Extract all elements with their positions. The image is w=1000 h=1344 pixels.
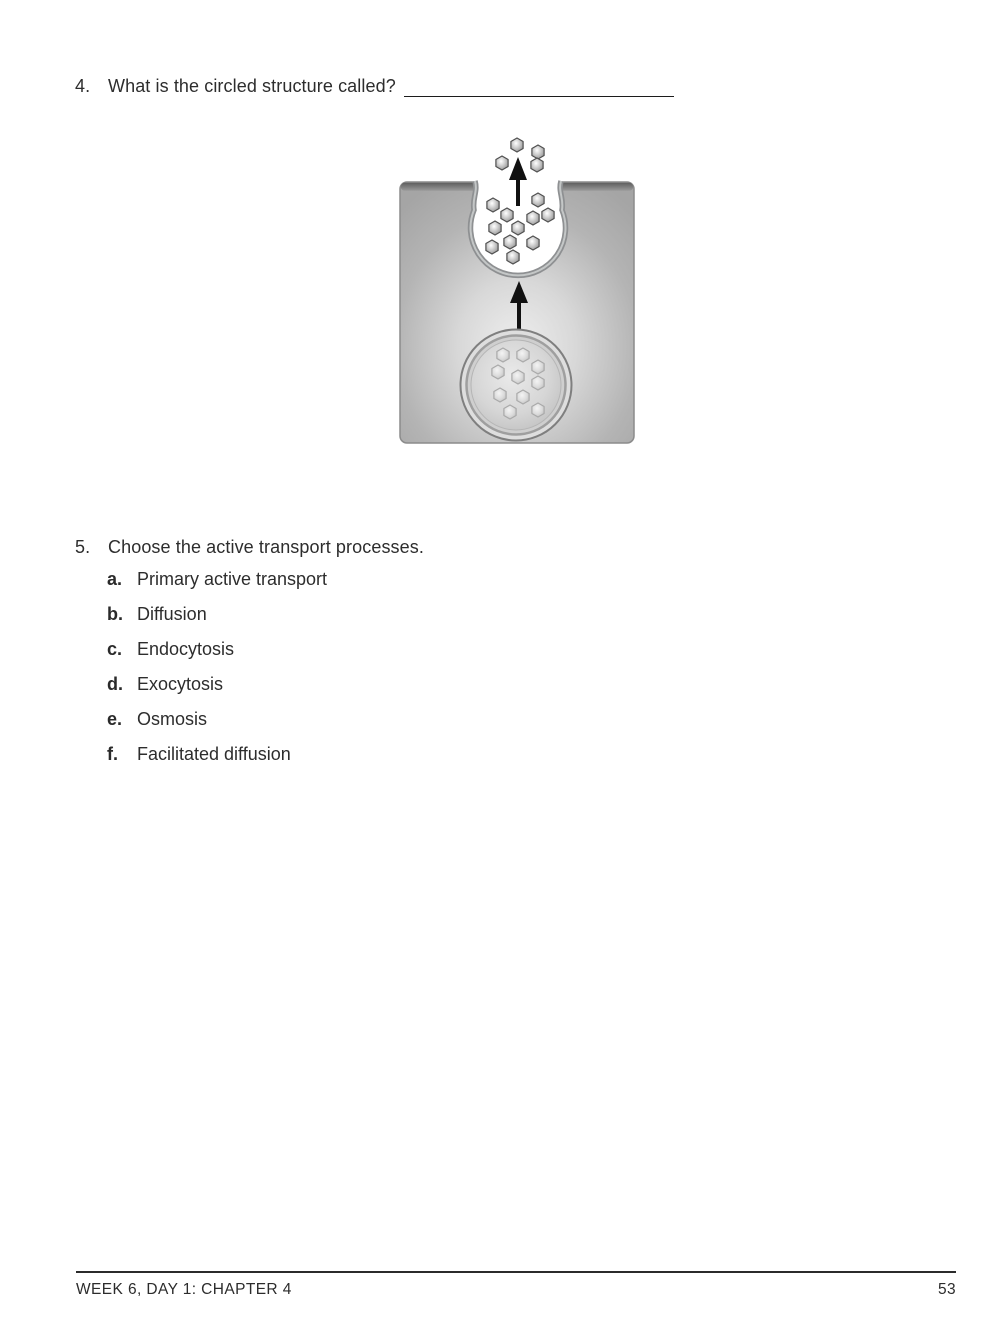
question-5-number: 5. [75, 537, 91, 557]
exocytosis-figure [390, 130, 645, 455]
option-label: Exocytosis [137, 674, 224, 694]
option-c [107, 632, 327, 667]
option-letter: e. [107, 709, 123, 729]
option-d [107, 667, 327, 702]
vesicle [461, 330, 572, 441]
option-letter: b. [107, 604, 123, 624]
option-a [107, 562, 327, 597]
option-f [107, 737, 327, 772]
option-letter: a. [107, 569, 123, 589]
option-letter: c. [107, 639, 123, 659]
answer-blank-line[interactable] [404, 76, 674, 97]
option-label: Diffusion [137, 604, 207, 624]
option-b [107, 597, 327, 632]
page-footer [76, 1281, 956, 1299]
footer-chapter-label: WEEK 6, DAY 1: CHAPTER 4 [76, 1281, 292, 1298]
question-5-text: Choose the active transport processes. [108, 537, 424, 557]
option-label: Endocytosis [137, 639, 235, 659]
answer-options [107, 562, 327, 772]
option-label: Facilitated diffusion [137, 744, 291, 764]
question-4-number: 4. [75, 76, 91, 96]
question-5 [75, 536, 424, 558]
exocytosis-diagram [390, 130, 645, 455]
option-letter: f. [107, 744, 118, 764]
footer-divider [76, 1271, 956, 1273]
option-e [107, 702, 327, 737]
question-4-text: What is the circled structure called? [108, 76, 396, 96]
option-label: Primary active transport [137, 569, 328, 589]
option-letter: d. [107, 674, 123, 694]
page-number: 53 [937, 1281, 956, 1298]
option-label: Osmosis [137, 709, 208, 729]
question-4 [75, 75, 674, 97]
